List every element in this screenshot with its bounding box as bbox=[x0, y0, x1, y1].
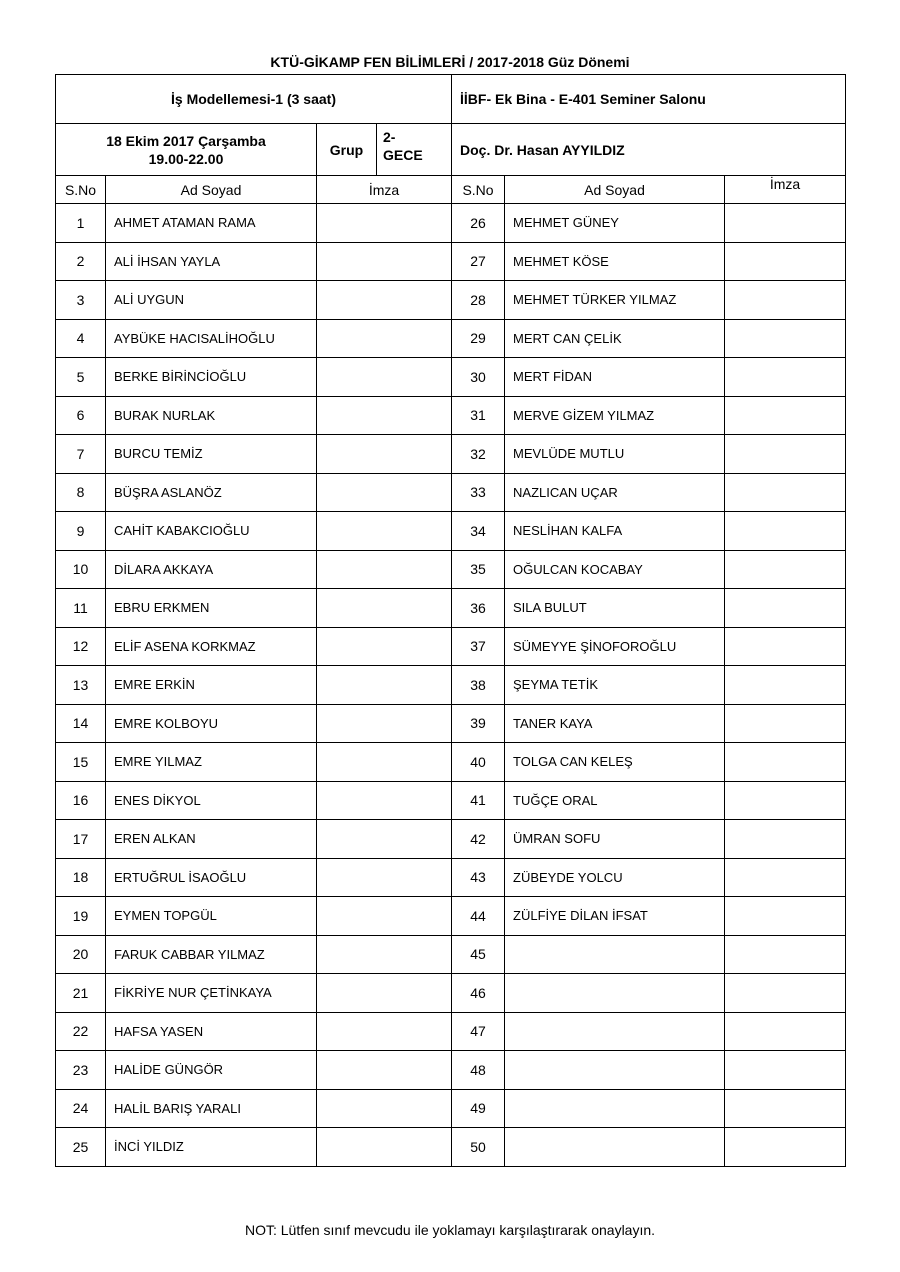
table-row bbox=[56, 204, 846, 243]
student-name: BURCU TEMİZ bbox=[106, 435, 317, 474]
table-row bbox=[56, 435, 846, 474]
student-name bbox=[505, 974, 725, 1013]
signature-cell[interactable] bbox=[317, 242, 452, 281]
signature-cell[interactable] bbox=[725, 897, 846, 936]
document-title: KTÜ-GİKAMP FEN BİLİMLERİ / 2017-2018 Güz Dönemi bbox=[270, 54, 630, 70]
student-name: ERTUĞRUL İSAOĞLU bbox=[106, 858, 317, 897]
signature-cell[interactable] bbox=[317, 666, 452, 705]
student-number: 43 bbox=[452, 858, 505, 897]
table-row bbox=[56, 820, 846, 859]
student-name: ŞEYMA TETİK bbox=[505, 666, 725, 705]
signature-cell[interactable] bbox=[317, 935, 452, 974]
student-number: 28 bbox=[452, 281, 505, 320]
signature-cell[interactable] bbox=[317, 550, 452, 589]
student-name: SILA BULUT bbox=[505, 589, 725, 628]
signature-cell[interactable] bbox=[317, 396, 452, 435]
student-name: NESLİHAN KALFA bbox=[505, 512, 725, 551]
student-number: 18 bbox=[56, 858, 106, 897]
student-number: 25 bbox=[56, 1128, 106, 1167]
student-number: 31 bbox=[452, 396, 505, 435]
table-row bbox=[56, 319, 846, 358]
student-name: HAFSA YASEN bbox=[106, 1012, 317, 1051]
table-row bbox=[56, 396, 846, 435]
table-row bbox=[56, 1128, 846, 1167]
student-name: MERT FİDAN bbox=[505, 358, 725, 397]
signature-cell[interactable] bbox=[317, 473, 452, 512]
student-number: 32 bbox=[452, 435, 505, 474]
student-name: NAZLICAN UÇAR bbox=[505, 473, 725, 512]
student-number: 9 bbox=[56, 512, 106, 551]
student-number: 41 bbox=[452, 781, 505, 820]
student-name: EYMEN TOPGÜL bbox=[106, 897, 317, 936]
student-name: EREN ALKAN bbox=[106, 820, 317, 859]
signature-cell[interactable] bbox=[317, 1051, 452, 1090]
signature-cell[interactable] bbox=[317, 358, 452, 397]
student-number: 40 bbox=[452, 743, 505, 782]
student-number: 2 bbox=[56, 242, 106, 281]
signature-cell[interactable] bbox=[725, 473, 846, 512]
table-row bbox=[56, 627, 846, 666]
student-number: 45 bbox=[452, 935, 505, 974]
student-number: 47 bbox=[452, 1012, 505, 1051]
student-number: 5 bbox=[56, 358, 106, 397]
signature-cell[interactable] bbox=[725, 743, 846, 782]
signature-cell[interactable] bbox=[317, 704, 452, 743]
signature-cell[interactable] bbox=[725, 858, 846, 897]
student-number: 8 bbox=[56, 473, 106, 512]
student-name: FİKRİYE NUR ÇETİNKAYA bbox=[106, 974, 317, 1013]
signature-cell[interactable] bbox=[317, 1128, 452, 1167]
student-number: 42 bbox=[452, 820, 505, 859]
signature-cell[interactable] bbox=[725, 935, 846, 974]
student-number: 27 bbox=[452, 242, 505, 281]
course-name: İş Modellemesi-1 (3 saat) bbox=[56, 75, 452, 124]
student-name: ALİ UYGUN bbox=[106, 281, 317, 320]
student-name: EBRU ERKMEN bbox=[106, 589, 317, 628]
student-name bbox=[505, 1128, 725, 1167]
signature-cell[interactable] bbox=[725, 974, 846, 1013]
student-number: 37 bbox=[452, 627, 505, 666]
student-number: 1 bbox=[56, 204, 106, 243]
signature-cell[interactable] bbox=[317, 589, 452, 628]
student-name: MEHMET GÜNEY bbox=[505, 204, 725, 243]
instructor-name: Doç. Dr. Hasan AYYILDIZ bbox=[452, 124, 846, 176]
signature-cell[interactable] bbox=[317, 1089, 452, 1128]
group-value-name: GECE bbox=[383, 147, 423, 163]
signature-cell[interactable] bbox=[725, 550, 846, 589]
student-number: 50 bbox=[452, 1128, 505, 1167]
signature-cell[interactable] bbox=[725, 242, 846, 281]
signature-cell[interactable] bbox=[725, 704, 846, 743]
signature-cell[interactable] bbox=[317, 281, 452, 320]
signature-cell[interactable] bbox=[725, 666, 846, 705]
signature-cell[interactable] bbox=[725, 820, 846, 859]
signature-cell[interactable] bbox=[317, 858, 452, 897]
student-number: 15 bbox=[56, 743, 106, 782]
signature-cell[interactable] bbox=[725, 204, 846, 243]
signature-cell[interactable] bbox=[317, 1012, 452, 1051]
student-name: ALİ İHSAN YAYLA bbox=[106, 242, 317, 281]
signature-cell[interactable] bbox=[317, 743, 452, 782]
signature-cell[interactable] bbox=[317, 319, 452, 358]
student-number: 14 bbox=[56, 704, 106, 743]
student-number: 29 bbox=[452, 319, 505, 358]
student-name: EMRE KOLBOYU bbox=[106, 704, 317, 743]
col-header-signature-right: İmza bbox=[725, 176, 846, 204]
student-number: 10 bbox=[56, 550, 106, 589]
student-number: 30 bbox=[452, 358, 505, 397]
column-header-row bbox=[56, 176, 846, 204]
student-number: 4 bbox=[56, 319, 106, 358]
table-row bbox=[56, 743, 846, 782]
student-name: MERVE GİZEM YILMAZ bbox=[505, 396, 725, 435]
signature-cell[interactable] bbox=[317, 897, 452, 936]
signature-cell[interactable] bbox=[317, 974, 452, 1013]
group-value bbox=[377, 124, 452, 176]
table-row bbox=[56, 974, 846, 1013]
student-name: TOLGA CAN KELEŞ bbox=[505, 743, 725, 782]
student-name: MERT CAN ÇELİK bbox=[505, 319, 725, 358]
student-name: MEHMET TÜRKER YILMAZ bbox=[505, 281, 725, 320]
student-number: 12 bbox=[56, 627, 106, 666]
session-header-row bbox=[56, 124, 846, 176]
footer-note: NOT: Lütfen sınıf mevcudu ile yoklamayı karşılaştırarak onaylayın. bbox=[244, 1222, 656, 1238]
student-name: EMRE YILMAZ bbox=[106, 743, 317, 782]
student-name: TANER KAYA bbox=[505, 704, 725, 743]
student-name: ENES DİKYOL bbox=[106, 781, 317, 820]
student-name bbox=[505, 1012, 725, 1051]
table-row bbox=[56, 666, 846, 705]
table-row bbox=[56, 550, 846, 589]
student-number: 36 bbox=[452, 589, 505, 628]
student-number: 24 bbox=[56, 1089, 106, 1128]
table-row bbox=[56, 897, 846, 936]
signature-cell[interactable] bbox=[317, 512, 452, 551]
col-header-no-right: S.No bbox=[452, 176, 505, 204]
table-row bbox=[56, 858, 846, 897]
col-header-name-left: Ad Soyad bbox=[106, 176, 317, 204]
group-label: Grup bbox=[317, 124, 377, 176]
signature-cell[interactable] bbox=[725, 1012, 846, 1051]
table-row bbox=[56, 704, 846, 743]
student-number: 19 bbox=[56, 897, 106, 936]
student-name: BERKE BİRİNCİOĞLU bbox=[106, 358, 317, 397]
col-header-no-left: S.No bbox=[56, 176, 106, 204]
signature-cell[interactable] bbox=[317, 204, 452, 243]
student-number: 3 bbox=[56, 281, 106, 320]
student-name: ZÜBEYDE YOLCU bbox=[505, 858, 725, 897]
student-name: ELİF ASENA KORKMAZ bbox=[106, 627, 317, 666]
table-row bbox=[56, 935, 846, 974]
student-number: 35 bbox=[452, 550, 505, 589]
group-value-number: 2- bbox=[383, 129, 396, 145]
student-number: 34 bbox=[452, 512, 505, 551]
session-date-time: 19.00-22.00 bbox=[148, 150, 224, 167]
student-name: TUĞÇE ORAL bbox=[505, 781, 725, 820]
student-number: 33 bbox=[452, 473, 505, 512]
student-name: İNCİ YILDIZ bbox=[106, 1128, 317, 1167]
table-row bbox=[56, 589, 846, 628]
signature-cell[interactable] bbox=[725, 435, 846, 474]
student-number: 23 bbox=[56, 1051, 106, 1090]
table-row bbox=[56, 1012, 846, 1051]
student-name: HALİL BARIŞ YARALI bbox=[106, 1089, 317, 1128]
table-row bbox=[56, 512, 846, 551]
signature-cell[interactable] bbox=[725, 1051, 846, 1090]
student-name: MEHMET KÖSE bbox=[505, 242, 725, 281]
student-name: BURAK NURLAK bbox=[106, 396, 317, 435]
signature-cell[interactable] bbox=[317, 435, 452, 474]
table-row bbox=[56, 473, 846, 512]
signature-cell[interactable] bbox=[725, 781, 846, 820]
table-row bbox=[56, 1089, 846, 1128]
table-row bbox=[56, 358, 846, 397]
signature-cell[interactable] bbox=[725, 358, 846, 397]
student-number: 17 bbox=[56, 820, 106, 859]
student-number: 21 bbox=[56, 974, 106, 1013]
student-number: 13 bbox=[56, 666, 106, 705]
student-number: 46 bbox=[452, 974, 505, 1013]
student-name: MEVLÜDE MUTLU bbox=[505, 435, 725, 474]
student-number: 49 bbox=[452, 1089, 505, 1128]
student-name: SÜMEYYE ŞİNOFOROĞLU bbox=[505, 627, 725, 666]
student-name bbox=[505, 1089, 725, 1128]
student-name: ZÜLFİYE DİLAN İFSAT bbox=[505, 897, 725, 936]
student-number: 44 bbox=[452, 897, 505, 936]
student-number: 48 bbox=[452, 1051, 505, 1090]
attendance-sheet bbox=[55, 74, 846, 1167]
signature-cell[interactable] bbox=[725, 319, 846, 358]
student-name: OĞULCAN KOCABAY bbox=[505, 550, 725, 589]
signature-cell[interactable] bbox=[725, 281, 846, 320]
signature-cell[interactable] bbox=[725, 589, 846, 628]
signature-cell[interactable] bbox=[725, 1089, 846, 1128]
signature-cell[interactable] bbox=[725, 627, 846, 666]
student-name: FARUK CABBAR YILMAZ bbox=[106, 935, 317, 974]
student-name: BÜŞRA ASLANÖZ bbox=[106, 473, 317, 512]
session-date bbox=[56, 124, 317, 176]
session-date-day: 18 Ekim 2017 Çarşamba bbox=[106, 132, 266, 149]
student-number: 38 bbox=[452, 666, 505, 705]
student-name bbox=[505, 935, 725, 974]
signature-cell[interactable] bbox=[725, 1128, 846, 1167]
student-name: CAHİT KABAKCIOĞLU bbox=[106, 512, 317, 551]
student-number: 26 bbox=[452, 204, 505, 243]
col-header-name-right: Ad Soyad bbox=[505, 176, 725, 204]
signature-cell[interactable] bbox=[317, 627, 452, 666]
col-header-signature-left: İmza bbox=[317, 176, 452, 204]
table-row bbox=[56, 281, 846, 320]
student-number: 6 bbox=[56, 396, 106, 435]
student-number: 22 bbox=[56, 1012, 106, 1051]
student-number: 16 bbox=[56, 781, 106, 820]
signature-cell[interactable] bbox=[725, 512, 846, 551]
student-number: 20 bbox=[56, 935, 106, 974]
student-number: 11 bbox=[56, 589, 106, 628]
student-name: ÜMRAN SOFU bbox=[505, 820, 725, 859]
table-row bbox=[56, 1051, 846, 1090]
student-name: EMRE ERKİN bbox=[106, 666, 317, 705]
signature-cell[interactable] bbox=[317, 781, 452, 820]
student-name: HALİDE GÜNGÖR bbox=[106, 1051, 317, 1090]
student-name: DİLARA AKKAYA bbox=[106, 550, 317, 589]
signature-cell[interactable] bbox=[317, 820, 452, 859]
student-number: 7 bbox=[56, 435, 106, 474]
signature-cell[interactable] bbox=[725, 396, 846, 435]
course-header-row bbox=[56, 75, 846, 124]
student-number: 39 bbox=[452, 704, 505, 743]
table-row bbox=[56, 242, 846, 281]
table-row bbox=[56, 781, 846, 820]
student-name: AHMET ATAMAN RAMA bbox=[106, 204, 317, 243]
student-name bbox=[505, 1051, 725, 1090]
venue: İİBF- Ek Bina - E-401 Seminer Salonu bbox=[452, 75, 846, 124]
student-name: AYBÜKE HACISALİHOĞLU bbox=[106, 319, 317, 358]
